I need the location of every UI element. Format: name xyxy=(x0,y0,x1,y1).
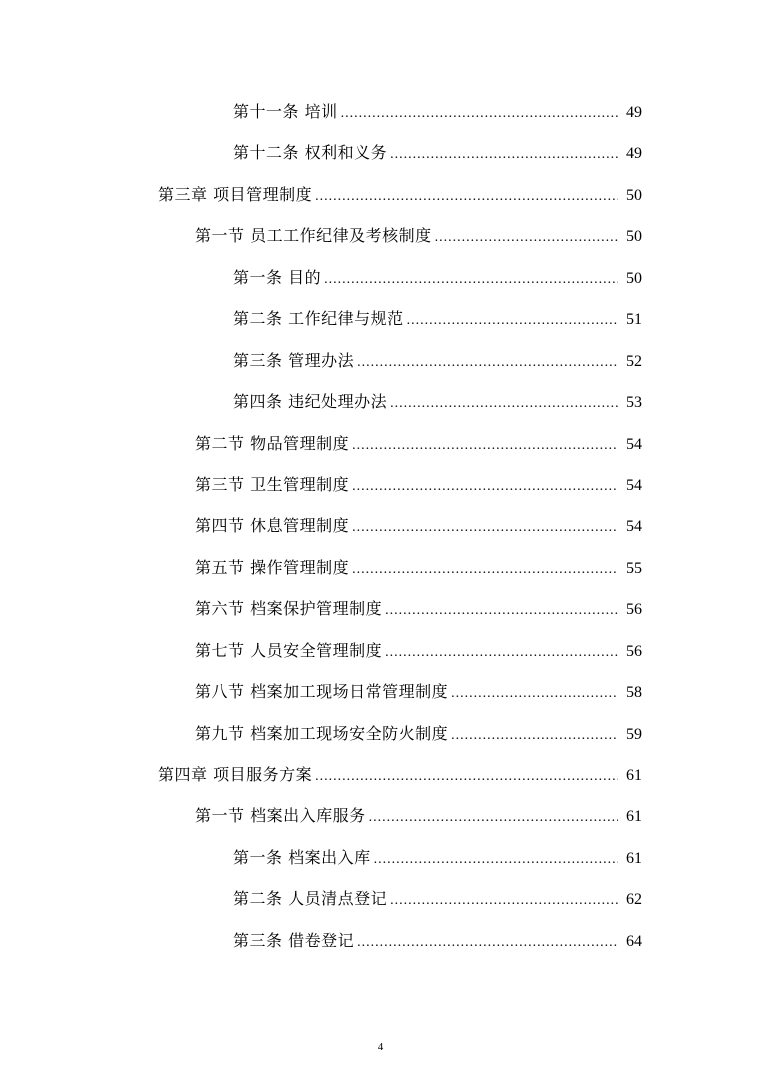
toc-entry-title: 第八节 档案加工现场日常管理制度 xyxy=(195,682,449,702)
toc-entry-title: 第十一条 培训 xyxy=(233,102,338,121)
toc-entry-title: 第三条 借卷登记 xyxy=(233,930,355,950)
toc-entry[interactable] xyxy=(0,381,761,422)
toc-leader-dots xyxy=(357,355,618,371)
toc-leader-dots xyxy=(390,893,618,909)
toc-leader-dots xyxy=(352,479,618,495)
toc-entry-title: 第十二条 权利和义务 xyxy=(233,143,388,163)
toc-leader-dots xyxy=(451,728,618,744)
toc-entry-title: 第二条 人员清点登记 xyxy=(233,889,388,909)
toc-leader-dots xyxy=(341,106,618,122)
toc-leader-dots xyxy=(369,810,618,826)
toc-entry[interactable] xyxy=(0,174,761,215)
toc-entry-title: 第四章 项目服务方案 xyxy=(158,765,313,784)
toc-leader-dots xyxy=(352,520,618,536)
toc-entry-title: 第四节 休息管理制度 xyxy=(195,516,350,536)
toc-entry-page: 49 xyxy=(626,104,642,121)
toc-leader-dots xyxy=(374,852,618,868)
toc-entry[interactable] xyxy=(0,464,761,505)
toc-entry-title: 第九节 档案加工现场安全防火制度 xyxy=(195,723,449,743)
toc-leader-dots xyxy=(385,603,618,619)
toc-entry-title: 第二条 工作纪律与规范 xyxy=(233,309,404,329)
toc-entry-title: 第二节 物品管理制度 xyxy=(195,433,350,453)
toc-entry-page: 52 xyxy=(626,352,642,370)
toc-entry[interactable] xyxy=(0,837,761,878)
toc-entry-title: 第一节 档案出入库服务 xyxy=(195,806,366,826)
toc-entry-page: 61 xyxy=(626,849,642,867)
toc-entry-page: 62 xyxy=(626,891,642,909)
toc-entry-page: 55 xyxy=(626,559,642,577)
toc-leader-dots xyxy=(390,147,618,163)
toc-entry-page: 64 xyxy=(626,932,642,950)
toc-entry[interactable] xyxy=(0,630,761,671)
toc-entry-title: 第一条 档案出入库 xyxy=(233,847,371,867)
toc-entry[interactable] xyxy=(0,505,761,546)
toc-entry-title: 第七节 人员安全管理制度 xyxy=(195,640,383,660)
toc-entry[interactable] xyxy=(0,713,761,754)
toc-leader-dots xyxy=(352,562,618,578)
toc-entry[interactable] xyxy=(0,257,761,298)
toc-entry[interactable] xyxy=(0,547,761,588)
toc-entry[interactable] xyxy=(0,588,761,629)
toc-leader-dots xyxy=(352,438,618,454)
toc-entry-title: 第六节 档案保护管理制度 xyxy=(195,599,383,619)
toc-entry-page: 50 xyxy=(626,269,642,287)
toc-entry-title: 第五节 操作管理制度 xyxy=(195,557,350,577)
toc-entry-page: 50 xyxy=(626,228,642,246)
toc-entry-title: 第四条 违纪处理办法 xyxy=(233,392,388,412)
toc-leader-dots xyxy=(324,272,618,288)
toc-leader-dots xyxy=(315,189,618,205)
toc-entry-page: 50 xyxy=(626,186,642,204)
toc-entry-page: 49 xyxy=(626,145,642,163)
toc-entry-page: 54 xyxy=(626,435,642,453)
toc-leader-dots xyxy=(435,230,618,246)
toc-entry[interactable] xyxy=(0,340,761,381)
toc-entry-title: 第三条 管理办法 xyxy=(233,350,355,370)
toc-leader-dots xyxy=(357,935,618,951)
table-of-contents xyxy=(0,91,761,961)
toc-entry[interactable] xyxy=(0,423,761,464)
toc-entry-title: 第一节 员工工作纪律及考核制度 xyxy=(195,226,432,246)
toc-entry[interactable] xyxy=(0,132,761,173)
toc-entry-page: 61 xyxy=(626,767,642,784)
toc-entry-page: 54 xyxy=(626,518,642,536)
toc-entry-title: 第三节 卫生管理制度 xyxy=(195,474,350,494)
toc-entry[interactable] xyxy=(0,795,761,836)
toc-entry-page: 56 xyxy=(626,642,642,660)
toc-leader-dots xyxy=(407,313,618,329)
toc-leader-dots xyxy=(385,645,618,661)
toc-entry-title: 第三章 项目管理制度 xyxy=(158,184,313,204)
toc-entry-page: 53 xyxy=(626,394,642,412)
toc-entry-page: 54 xyxy=(626,476,642,494)
toc-entry[interactable] xyxy=(0,671,761,712)
toc-leader-dots xyxy=(451,686,618,702)
toc-entry[interactable] xyxy=(0,920,761,961)
toc-entry[interactable] xyxy=(0,91,761,132)
toc-leader-dots xyxy=(390,396,618,412)
toc-entry-page: 51 xyxy=(626,311,642,329)
toc-entry-page: 56 xyxy=(626,601,642,619)
toc-entry-page: 61 xyxy=(626,808,642,826)
toc-entry-page: 58 xyxy=(626,684,642,702)
toc-entry-page: 59 xyxy=(626,725,642,743)
toc-entry-title: 第一条 目的 xyxy=(233,267,322,287)
page-number: 4 xyxy=(377,1041,384,1053)
toc-entry[interactable] xyxy=(0,754,761,795)
toc-entry[interactable] xyxy=(0,298,761,339)
toc-entry[interactable] xyxy=(0,215,761,256)
toc-entry[interactable] xyxy=(0,878,761,919)
toc-leader-dots xyxy=(315,769,618,785)
